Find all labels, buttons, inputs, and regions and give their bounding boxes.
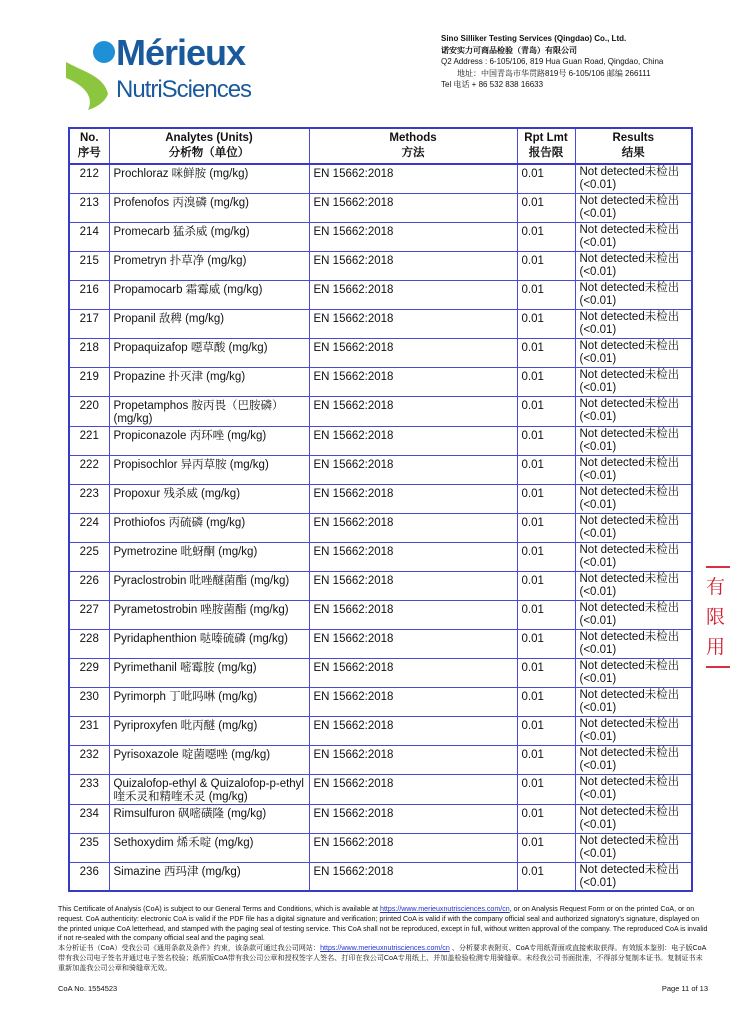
table-row [69, 687, 692, 716]
row-number: 229 [69, 658, 109, 687]
row-number: 236 [69, 862, 109, 891]
row-number: 218 [69, 338, 109, 367]
row-number: 224 [69, 513, 109, 542]
row-number: 232 [69, 745, 109, 774]
row-number: 233 [69, 774, 109, 804]
method: EN 15662:2018 [309, 658, 517, 687]
row-number: 221 [69, 426, 109, 455]
method: EN 15662:2018 [309, 222, 517, 251]
table-row [69, 542, 692, 571]
method: EN 15662:2018 [309, 426, 517, 455]
table-row [69, 745, 692, 774]
result: Not detected未检出(<0.01) [575, 484, 692, 513]
row-number: 228 [69, 629, 109, 658]
row-number: 234 [69, 804, 109, 833]
header-analytes: Analytes (Units) 分析物（单位） [109, 128, 309, 164]
row-number: 220 [69, 396, 109, 426]
logo-text-nutrisciences: NutriSciences [116, 76, 252, 103]
analyte-name: Propoxur 残杀威 (mg/kg) [109, 484, 309, 513]
analyte-name: Pyrisoxazole 啶菌噁唑 (mg/kg) [109, 745, 309, 774]
method: EN 15662:2018 [309, 774, 517, 804]
row-number: 226 [69, 571, 109, 600]
row-number: 222 [69, 455, 109, 484]
table-row [69, 658, 692, 687]
method: EN 15662:2018 [309, 484, 517, 513]
row-number: 227 [69, 600, 109, 629]
method: EN 15662:2018 [309, 804, 517, 833]
result: Not detected未检出(<0.01) [575, 629, 692, 658]
report-limit: 0.01 [517, 745, 575, 774]
method: EN 15662:2018 [309, 338, 517, 367]
company-info [441, 33, 663, 91]
result: Not detected未检出(<0.01) [575, 455, 692, 484]
report-limit: 0.01 [517, 658, 575, 687]
result: Not detected未检出(<0.01) [575, 542, 692, 571]
table-row [69, 309, 692, 338]
report-limit: 0.01 [517, 396, 575, 426]
company-name-en: Sino Silliker Testing Services (Qingdao) Co., Ltd. [441, 34, 627, 43]
table-row [69, 571, 692, 600]
row-number: 213 [69, 193, 109, 222]
report-limit: 0.01 [517, 687, 575, 716]
report-limit: 0.01 [517, 571, 575, 600]
result: Not detected未检出(<0.01) [575, 862, 692, 891]
report-limit: 0.01 [517, 716, 575, 745]
report-limit: 0.01 [517, 542, 575, 571]
header-rpt-lmt: Rpt Lmt 报告限 [517, 128, 575, 164]
method: EN 15662:2018 [309, 600, 517, 629]
report-limit: 0.01 [517, 862, 575, 891]
result: Not detected未检出(<0.01) [575, 193, 692, 222]
method: EN 15662:2018 [309, 571, 517, 600]
analyte-name: Simazine 西玛津 (mg/kg) [109, 862, 309, 891]
table-row [69, 716, 692, 745]
table-row [69, 338, 692, 367]
row-number: 212 [69, 164, 109, 193]
logo-text-merieux: Mérieux [116, 32, 246, 73]
method: EN 15662:2018 [309, 309, 517, 338]
report-limit: 0.01 [517, 804, 575, 833]
result: Not detected未检出(<0.01) [575, 309, 692, 338]
method: EN 15662:2018 [309, 542, 517, 571]
table-row [69, 862, 692, 891]
table-row [69, 164, 692, 193]
analyte-name: Profenofos 丙溴磷 (mg/kg) [109, 193, 309, 222]
analyte-name: Rimsulfuron 砜嘧磺隆 (mg/kg) [109, 804, 309, 833]
analyte-name: Prochloraz 咪鲜胺 (mg/kg) [109, 164, 309, 193]
method: EN 15662:2018 [309, 687, 517, 716]
row-number: 217 [69, 309, 109, 338]
result: Not detected未检出(<0.01) [575, 222, 692, 251]
report-limit: 0.01 [517, 774, 575, 804]
method: EN 15662:2018 [309, 862, 517, 891]
logo-mark-icon [64, 32, 124, 110]
analyte-name: Quizalofop-ethyl & Quizalofop-p-ethyl 喹禾灵和精喹禾灵 (mg/kg) [109, 774, 309, 804]
method: EN 15662:2018 [309, 455, 517, 484]
report-limit: 0.01 [517, 367, 575, 396]
analyte-name: Pyridaphenthion 哒嗪硫磷 (mg/kg) [109, 629, 309, 658]
analyte-name: Propisochlor 异丙草胺 (mg/kg) [109, 455, 309, 484]
result: Not detected未检出(<0.01) [575, 251, 692, 280]
result: Not detected未检出(<0.01) [575, 658, 692, 687]
page-number: Page 11 of 13 [661, 983, 708, 993]
header-methods: Methods 方法 [309, 128, 517, 164]
address-cn: 地址：中国青岛市华贯路819号 6-105/106 邮编 266111 [457, 68, 651, 78]
analyte-name: Pyrimorph 丁吡吗啉 (mg/kg) [109, 687, 309, 716]
result: Not detected未检出(<0.01) [575, 716, 692, 745]
analyte-name: Pyriproxyfen 吡丙醚 (mg/kg) [109, 716, 309, 745]
row-number: 225 [69, 542, 109, 571]
company-name-cn: 诺安实力可商品检验（青岛）有限公司 [441, 45, 577, 55]
website-link[interactable]: https://www.merieuxnutrisciences.com/cn [380, 905, 510, 913]
table-row [69, 484, 692, 513]
report-limit: 0.01 [517, 426, 575, 455]
table-header-row [69, 128, 692, 164]
table-row [69, 367, 692, 396]
analyte-name: Promecarb 猛杀威 (mg/kg) [109, 222, 309, 251]
table-row [69, 600, 692, 629]
table-row [69, 396, 692, 426]
method: EN 15662:2018 [309, 164, 517, 193]
table-row [69, 222, 692, 251]
footer-disclaimer: This Certificate of Analysis (CoA) is subject to our General Terms and Conditions, which is available at https://www.merieuxnutrisciences.com/cn, or on Analysis Request Form or on the printed CoA, or on request. CoA authenticity: electronic CoA is valid if the PDF file has a digital signature and verification; printed CoA is valid if with the company official seal and authorized signatory's signature, displayed on the printed unique CoA letterhead, and stamped with the paging seal of testing service. This CoA shall not be reproduced, except in full, without written approval of the company. The reproduced CoA is invalid if not re-sealed with the company official seal and the paging seal. 本分析证书（CoA）受我公司《通用条款及条件》约束，该条款可通过我公司网站：https://www.merieuxnutrisciences.com/cn 、分析要求表附页、CoA专用纸背面或直接索取获得。有效版本鉴别：电子版CoA带有我公司电子签名并通过电子签名校验；纸质版CoA带有我公司公章和授权签字人签名、打印在我公司CoA专用纸上、并加盖检验检测专用骑缝章。未经我公司书面批准，不得部分复制本证书。复制证书未重新加盖我公司公章和骑缝章无效。 [58, 905, 708, 972]
analyte-name: Prothiofos 丙硫磷 (mg/kg) [109, 513, 309, 542]
analyte-name: Propiconazole 丙环唑 (mg/kg) [109, 426, 309, 455]
report-limit: 0.01 [517, 833, 575, 862]
table-row [69, 251, 692, 280]
result: Not detected未检出(<0.01) [575, 367, 692, 396]
telephone: Tel 电话 + 86 532 838 16633 [441, 80, 544, 89]
analyte-name: Sethoxydim 烯禾啶 (mg/kg) [109, 833, 309, 862]
result: Not detected未检出(<0.01) [575, 396, 692, 426]
row-number: 214 [69, 222, 109, 251]
report-limit: 0.01 [517, 280, 575, 309]
method: EN 15662:2018 [309, 280, 517, 309]
result: Not detected未检出(<0.01) [575, 338, 692, 367]
table-row [69, 804, 692, 833]
result: Not detected未检出(<0.01) [575, 426, 692, 455]
paging-seal: 有限 用 [706, 562, 730, 672]
method: EN 15662:2018 [309, 745, 517, 774]
analyte-name: Pyraclostrobin 吡唑醚菌酯 (mg/kg) [109, 571, 309, 600]
row-number: 230 [69, 687, 109, 716]
header-no: No. 序号 [69, 128, 109, 164]
result: Not detected未检出(<0.01) [575, 600, 692, 629]
analyte-name: Pymetrozine 吡蚜酮 (mg/kg) [109, 542, 309, 571]
method: EN 15662:2018 [309, 629, 517, 658]
method: EN 15662:2018 [309, 396, 517, 426]
table-row [69, 513, 692, 542]
analyte-name: Pyrimethanil 嘧霉胺 (mg/kg) [109, 658, 309, 687]
report-limit: 0.01 [517, 484, 575, 513]
table-row [69, 193, 692, 222]
table-row [69, 774, 692, 804]
analyte-name: Propazine 扑灭津 (mg/kg) [109, 367, 309, 396]
result: Not detected未检出(<0.01) [575, 804, 692, 833]
method: EN 15662:2018 [309, 716, 517, 745]
report-limit: 0.01 [517, 193, 575, 222]
table-row [69, 629, 692, 658]
report-limit: 0.01 [517, 513, 575, 542]
row-number: 219 [69, 367, 109, 396]
website-link-cn[interactable]: https://www.merieuxnutrisciences.com/cn [320, 944, 450, 953]
table-row [69, 426, 692, 455]
analyte-name: Propetamphos 胺丙畏（巴胺磷）(mg/kg) [109, 396, 309, 426]
header-results: Results 结果 [575, 128, 692, 164]
row-number: 215 [69, 251, 109, 280]
table-row [69, 833, 692, 862]
report-limit: 0.01 [517, 600, 575, 629]
method: EN 15662:2018 [309, 833, 517, 862]
analyte-name: Propaquizafop 噁草酸 (mg/kg) [109, 338, 309, 367]
results-table [68, 127, 693, 892]
analyte-name: Pyrametostrobin 唑胺菌酯 (mg/kg) [109, 600, 309, 629]
coa-number: CoA No. 1554523 [58, 983, 118, 993]
result: Not detected未检出(<0.01) [575, 280, 692, 309]
row-number: 216 [69, 280, 109, 309]
result: Not detected未检出(<0.01) [575, 687, 692, 716]
analyte-name: Prometryn 扑草净 (mg/kg) [109, 251, 309, 280]
method: EN 15662:2018 [309, 193, 517, 222]
page-footer [58, 905, 708, 994]
row-number: 231 [69, 716, 109, 745]
row-number: 223 [69, 484, 109, 513]
result: Not detected未检出(<0.01) [575, 513, 692, 542]
method: EN 15662:2018 [309, 251, 517, 280]
result: Not detected未检出(<0.01) [575, 833, 692, 862]
result: Not detected未检出(<0.01) [575, 164, 692, 193]
report-limit: 0.01 [517, 222, 575, 251]
row-number: 235 [69, 833, 109, 862]
report-limit: 0.01 [517, 251, 575, 280]
report-limit: 0.01 [517, 629, 575, 658]
result: Not detected未检出(<0.01) [575, 745, 692, 774]
table-row [69, 280, 692, 309]
address-en: Q2 Address : 6-105/106, 819 Hua Guan Road, Qingdao, China [441, 57, 664, 66]
table-row [69, 455, 692, 484]
method: EN 15662:2018 [309, 513, 517, 542]
report-limit: 0.01 [517, 338, 575, 367]
result: Not detected未检出(<0.01) [575, 774, 692, 804]
analyte-name: Propamocarb 霜霉威 (mg/kg) [109, 280, 309, 309]
result: Not detected未检出(<0.01) [575, 571, 692, 600]
method: EN 15662:2018 [309, 367, 517, 396]
analyte-name: Propanil 敌稗 (mg/kg) [109, 309, 309, 338]
report-limit: 0.01 [517, 455, 575, 484]
report-limit: 0.01 [517, 309, 575, 338]
merieux-logo [64, 32, 252, 110]
report-limit: 0.01 [517, 164, 575, 193]
